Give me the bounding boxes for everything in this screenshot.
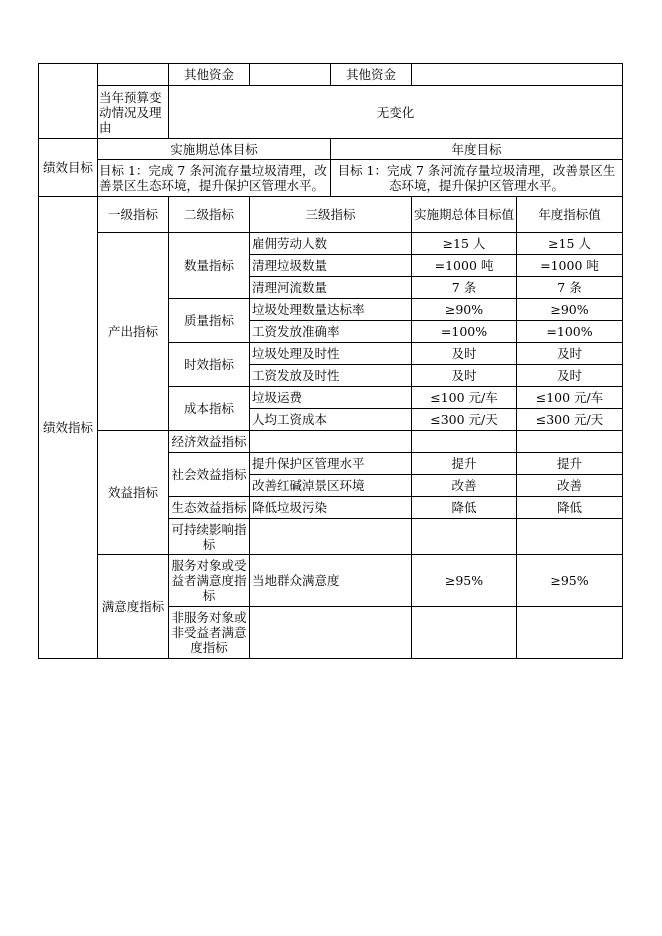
indicator-name: 清理河流数量 (250, 277, 412, 299)
annual-value: 及时 (517, 365, 623, 387)
overall-goal-header: 实施期总体目标 (98, 139, 331, 160)
indicator-name: 当地群众满意度 (250, 555, 412, 607)
other-funds-row (39, 64, 623, 86)
overall-value: ≥90% (412, 299, 517, 321)
budget-change-value: 无变化 (169, 86, 623, 139)
annual-value: ≥90% (517, 299, 623, 321)
quality-indicator-label: 质量指标 (169, 299, 250, 343)
budget-change-label: 当年预算变动情况及理由 (98, 86, 169, 139)
other-funds-value-2 (412, 64, 623, 86)
annual-value-header: 年度指标值 (517, 197, 623, 233)
blank-cell (517, 607, 623, 659)
annual-value: ≤300 元/天 (517, 409, 623, 431)
annual-goal-text: 目标 1：完成 7 条河流存量垃圾清理，改善景区生态环境，提升保护区管理水平。 (331, 160, 623, 197)
annual-value: ≥95% (517, 555, 623, 607)
indicator-name: 雇佣劳动人数 (250, 233, 412, 255)
social-benefit-label: 社会效益指标 (169, 453, 250, 497)
goal-header-row (39, 139, 623, 160)
quantity-indicator-label: 数量指标 (169, 233, 250, 299)
annual-value: 提升 (517, 453, 623, 475)
blank-cell (517, 431, 623, 453)
blank-cell (517, 519, 623, 555)
other-funds-value-1 (250, 64, 331, 86)
economic-benefit-label: 经济效益指标 (169, 431, 250, 453)
table-row (39, 431, 623, 453)
indicator-name: 垃圾处理数量达标率 (250, 299, 412, 321)
blank-cell (39, 64, 98, 139)
blank-cell (412, 607, 517, 659)
output-indicator-label: 产出指标 (98, 233, 169, 431)
blank-cell (250, 519, 412, 555)
overall-value-header: 实施期总体目标值 (412, 197, 517, 233)
blank-cell (250, 431, 412, 453)
indicator-name: 垃圾处理及时性 (250, 343, 412, 365)
indicator-name: 工资发放及时性 (250, 365, 412, 387)
indicator-name: 工资发放准确率 (250, 321, 412, 343)
indicator-name: 改善红碱淖景区环境 (250, 475, 412, 497)
annual-value: ≤100 元/车 (517, 387, 623, 409)
overall-value: ≥95% (412, 555, 517, 607)
timeliness-indicator-label: 时效指标 (169, 343, 250, 387)
ecological-benefit-label: 生态效益指标 (169, 497, 250, 519)
annual-value: =100% (517, 321, 623, 343)
overall-value: 提升 (412, 453, 517, 475)
other-funds-label-2: 其他资金 (331, 64, 412, 86)
other-funds-label-1: 其他资金 (169, 64, 250, 86)
cost-indicator-label: 成本指标 (169, 387, 250, 431)
sustainable-impact-label: 可持续影响指标 (169, 519, 250, 555)
performance-goal-label: 绩效目标 (39, 139, 98, 197)
performance-table (38, 63, 623, 659)
overall-value: 及时 (412, 343, 517, 365)
table-row (39, 233, 623, 255)
service-satisfaction-label: 服务对象或受益者满意度指标 (169, 555, 250, 607)
annual-value: 及时 (517, 343, 623, 365)
overall-value: ≤100 元/车 (412, 387, 517, 409)
goal-text-row (39, 160, 623, 197)
overall-value: 改善 (412, 475, 517, 497)
overall-value: =1000 吨 (412, 255, 517, 277)
level1-header: 一级指标 (98, 197, 169, 233)
indicator-name: 人均工资成本 (250, 409, 412, 431)
indicator-name: 提升保护区管理水平 (250, 453, 412, 475)
indicator-name: 清理垃圾数量 (250, 255, 412, 277)
overall-goal-text: 目标 1：完成 7 条河流存量垃圾清理，改善景区生态环境，提升保护区管理水平。 (98, 160, 331, 197)
annual-value: 改善 (517, 475, 623, 497)
table-row (39, 555, 623, 607)
annual-value: =1000 吨 (517, 255, 623, 277)
level3-header: 三级指标 (250, 197, 412, 233)
non-service-satisfaction-label: 非服务对象或非受益者满意度指标 (169, 607, 250, 659)
budget-change-row (39, 86, 623, 139)
annual-value: ≥15 人 (517, 233, 623, 255)
overall-value: 7 条 (412, 277, 517, 299)
blank-cell (98, 64, 169, 86)
overall-value: 及时 (412, 365, 517, 387)
overall-value: ≥15 人 (412, 233, 517, 255)
annual-value: 7 条 (517, 277, 623, 299)
overall-value: =100% (412, 321, 517, 343)
performance-goal-form (38, 63, 622, 659)
blank-cell (412, 431, 517, 453)
indicator-name: 降低垃圾污染 (250, 497, 412, 519)
annual-value: 降低 (517, 497, 623, 519)
performance-indicators-label: 绩效指标 (39, 197, 98, 659)
overall-value: ≤300 元/天 (412, 409, 517, 431)
satisfaction-indicator-label: 满意度指标 (98, 555, 169, 659)
benefit-indicator-label: 效益指标 (98, 431, 169, 555)
level2-header: 二级指标 (169, 197, 250, 233)
blank-cell (412, 519, 517, 555)
indicator-header-row (39, 197, 623, 233)
indicator-name: 垃圾运费 (250, 387, 412, 409)
blank-cell (250, 607, 412, 659)
overall-value: 降低 (412, 497, 517, 519)
annual-goal-header: 年度目标 (331, 139, 623, 160)
